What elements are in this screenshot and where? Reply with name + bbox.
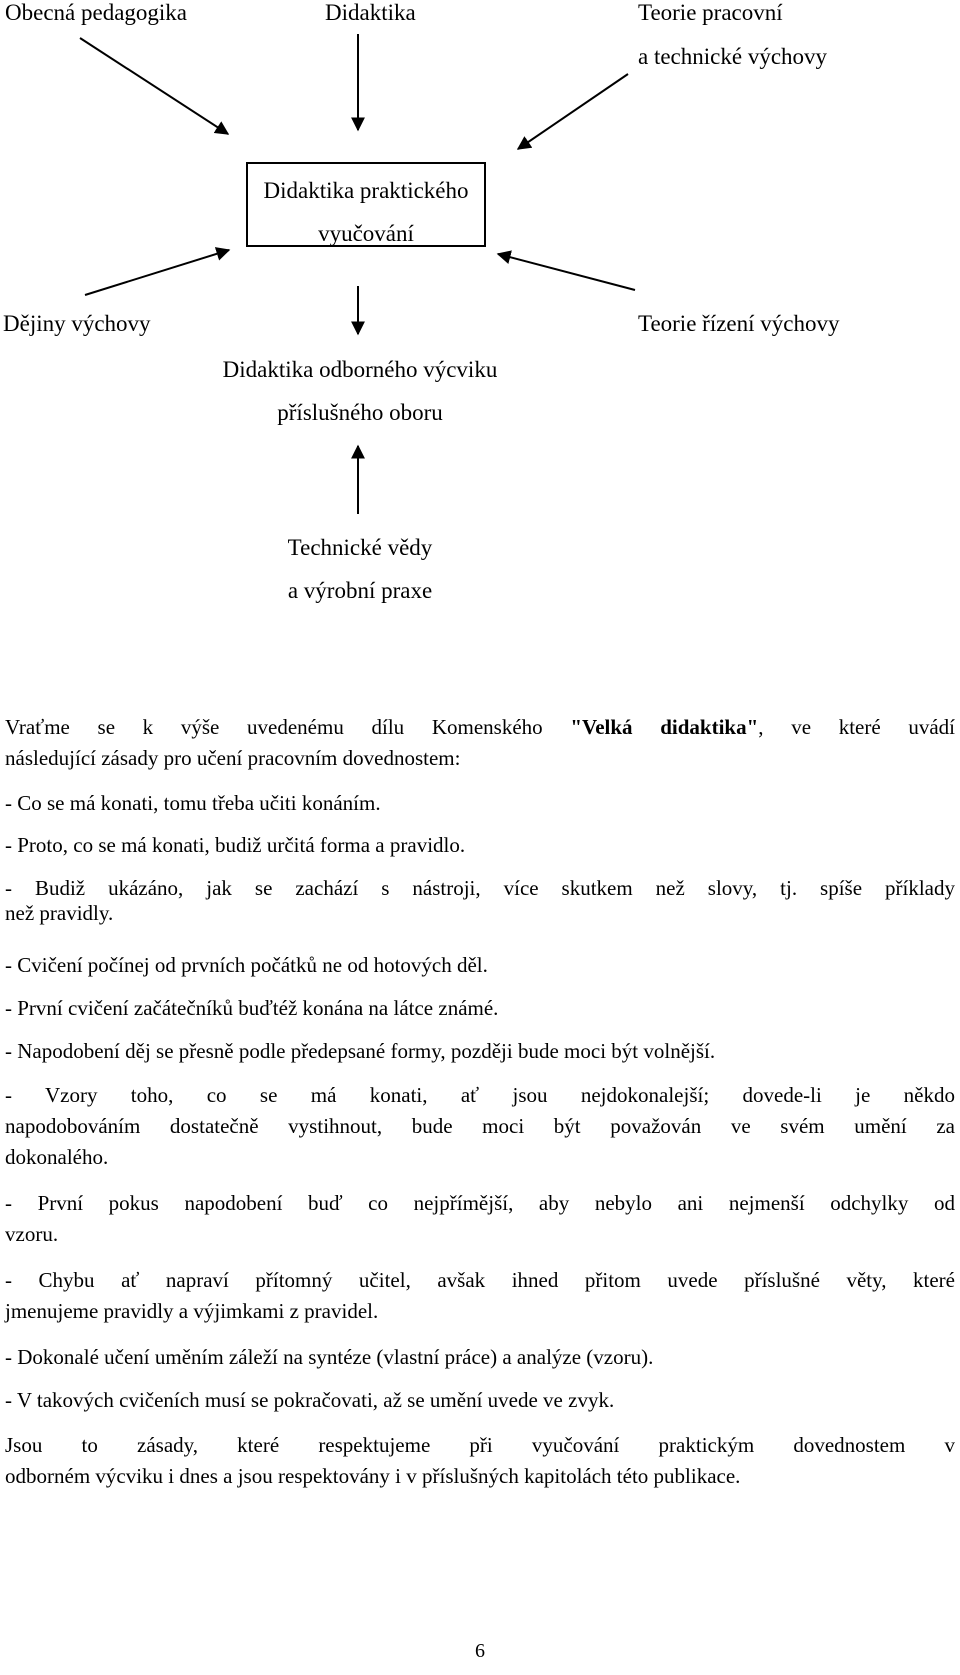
item-10: - Dokonalé učení uměním záleží na syntéze (vlastní práce) a analýze (vzoru). <box>5 1345 654 1369</box>
node-dejiny-vychovy: Dějiny výchovy <box>3 311 151 336</box>
item-9 <box>5 1265 955 1327</box>
item-9-line2: jmenujeme pravidly a výjimkami z pravidel. <box>5 1299 379 1323</box>
item-4: - Cvičení počínej od prvních počátků ne od hotových děl. <box>5 953 488 977</box>
node-technicke-vedy-line2: a výrobní praxe <box>287 578 433 603</box>
item-3-line2: než pravidly. <box>5 901 114 925</box>
node-didaktika: Didaktika <box>325 0 416 25</box>
book-title: "Velká didaktika" <box>570 715 759 739</box>
closing-line1: Jsou to zásady, které respektujeme při vyučování praktickým dovednostem v <box>5 1433 955 1457</box>
item-6: - Napodobení děj se přesně podle předepsané formy, později bude moci být volnější. <box>5 1039 716 1063</box>
item-7-line2: napodobováním dostatečně vystihnout, bude moci být považován ve svém umění za <box>5 1114 955 1138</box>
intro-text-b: , ve které uvádí <box>758 715 955 739</box>
item-7-line1: - Vzory toho, co se má konati, ať jsou nejdokonalejší; dovede-li je někdo <box>5 1083 955 1107</box>
page-number: 6 <box>475 1640 485 1662</box>
intro-paragraph <box>5 712 955 774</box>
item-9-line1: - Chybu ať napraví přítomný učitel, avšak ihned přitom uvede příslušné věty, které <box>5 1268 955 1292</box>
item-11: - V takových cvičeních musí se pokračovati, až se umění uvede ve zvyk. <box>5 1388 615 1412</box>
node-teorie-rizeni: Teorie řízení výchovy <box>638 311 840 336</box>
item-8 <box>5 1188 955 1250</box>
node-teorie-pracovni-line2: a technické výchovy <box>638 44 828 69</box>
item-8-line2: vzoru. <box>5 1222 59 1246</box>
node-didaktika-prakticke-line1: Didaktika praktického <box>263 178 469 203</box>
node-teorie-pracovni-line1: Teorie pracovní <box>638 0 783 25</box>
node-didaktika-odborne-line1: Didaktika odborného výcviku <box>222 357 498 382</box>
node-didaktika-prakticke-line2: vyučování <box>318 221 414 246</box>
intro-line2: následující zásady pro učení pracovním dovednostem: <box>5 746 461 770</box>
item-1: - Co se má konati, tomu třeba učiti konáním. <box>5 791 381 815</box>
arrow-obecna-to-center <box>80 38 228 134</box>
node-technicke-vedy-line1: Technické vědy <box>287 535 433 560</box>
item-3 <box>5 873 955 929</box>
arrow-teorie-rizeni-to-center <box>498 254 635 290</box>
arrow-teorie-pracovni-to-center <box>518 74 628 149</box>
node-obecna-pedagogika: Obecná pedagogika <box>5 0 188 25</box>
item-7-line3: dokonalého. <box>5 1145 109 1169</box>
closing-paragraph <box>5 1430 955 1492</box>
item-7 <box>5 1080 955 1173</box>
intro-line1 <box>5 712 955 743</box>
item-8-line1: - První pokus napodobení buď co nejpřímější, aby nebylo ani nejmenší odchylky od <box>5 1191 955 1215</box>
item-3-line1: - Budiž ukázáno, jak se zachází s nástroji, více skutkem než slovy, tj. spíše příklady <box>5 876 955 900</box>
arrow-dejiny-to-center <box>85 250 229 295</box>
item-5: - První cvičení začátečníků buďtéž konána na látce známé. <box>5 996 499 1020</box>
intro-text-a: Vraťme se k výše uvedenému dílu Komenského <box>5 715 571 739</box>
node-didaktika-odborne-line2: příslušného oboru <box>277 400 443 425</box>
closing-line2: odborném výcviku i dnes a jsou respektovány i v příslušných kapitolách této publikace. <box>5 1464 741 1488</box>
item-2: - Proto, co se má konati, budiž určitá forma a pravidlo. <box>5 833 466 857</box>
